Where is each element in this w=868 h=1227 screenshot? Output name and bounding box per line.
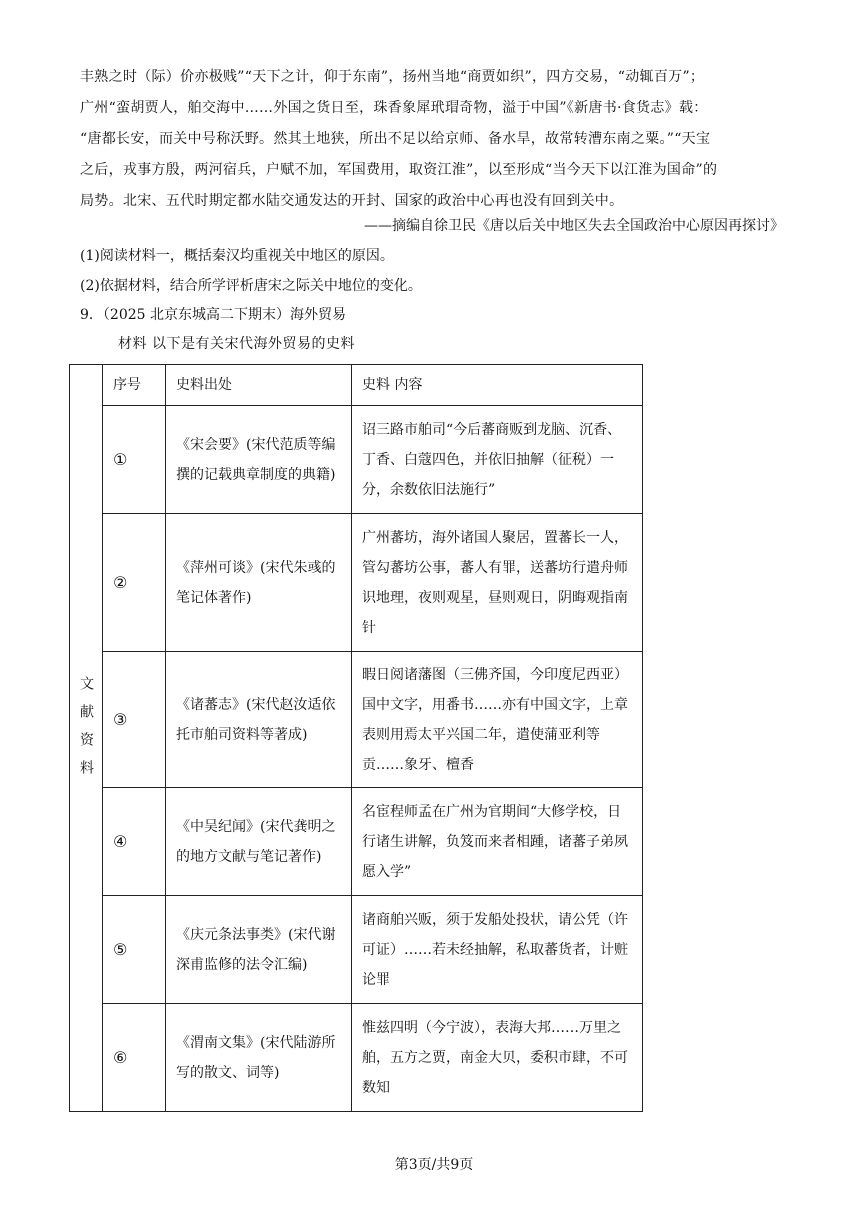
table-row xyxy=(70,896,643,1004)
paragraph-line: 丰熟之时（际）价亦极贱”“天下之计，仰于东南”，扬州当地“商贾如织”，四方交易，“动辄百万”； xyxy=(80,69,705,85)
row-content: 广州蕃坊，海外诸国人聚居，置蕃长一人，管勾蕃坊公事，蕃人有罪，送蕃坊行遣舟师识地理，夜则观星，昼则观日，阴晦观指南针 xyxy=(352,514,643,652)
paragraph-line: 之后，戎事方殷，两河宿兵，户赋不加，军国费用，取资江淮”，以至形成“当今天下以江淮为国命”的 xyxy=(80,162,718,178)
row-source: 《庆元条法事类》(宋代谢深甫监修的法令汇编) xyxy=(166,896,352,1004)
question-9-heading: 9．（2025 北京东城高二下期末）海外贸易 xyxy=(80,307,346,323)
row-content: 暇日阅诸藩图（三佛齐国，今印度尼西亚）国中文字，用番书……亦有中国文字，上章表则用焉太平兴国二年，遣使蒲亚利等贡……象牙、檀香 xyxy=(352,652,643,788)
table-row xyxy=(70,788,643,896)
row-content: 诸商舶兴贩，须于发船处投状，请公凭（许可证）……若未经抽解，私取蕃货者，计赃论罪 xyxy=(352,896,643,1004)
historical-sources-table xyxy=(69,364,643,1112)
source-attribution: ——摘编自徐卫民《唐以后关中地区失去全国政治中心原因再探讨》 xyxy=(364,218,784,234)
group-label-cell xyxy=(70,365,103,1112)
question-2: (2)依据材料，结合所学评析唐宋之际关中地位的变化。 xyxy=(80,278,422,294)
table-row xyxy=(70,406,643,514)
header-content: 史料 内容 xyxy=(352,365,643,406)
header-source: 史料出处 xyxy=(166,365,352,406)
row-source: 《萍州可谈》(宋代朱彧的笔记体著作) xyxy=(166,514,352,652)
table-row xyxy=(70,1004,643,1112)
row-number: ⑤ xyxy=(103,896,166,1004)
question-1: (1)阅读材料一，概括秦汉均重视关中地区的原因。 xyxy=(80,248,394,264)
table-row xyxy=(70,514,643,652)
row-number: ② xyxy=(103,514,166,652)
paragraph-line: 局势。北宋、五代时期定都水陆交通发达的开封、国家的政治中心再也没有回到关中。 xyxy=(80,193,624,209)
row-number: ④ xyxy=(103,788,166,896)
header-no: 序号 xyxy=(103,365,166,406)
row-content: 名宦程师孟在广州为官期间“大修学校，日行诸生讲解，负笈而来者相踵，诸蕃子弟夙愿入学” xyxy=(352,788,643,896)
paragraph-line: 广州“蛮胡贾人，舶交海中……外国之货日至，珠香象犀玳瑁奇物，溢于中国”《新唐书·食货志》载： xyxy=(80,100,708,116)
row-source: 《中吴纪闻》(宋代龚明之的地方文献与笔记著作) xyxy=(166,788,352,896)
row-number: ③ xyxy=(103,652,166,788)
row-number: ① xyxy=(103,406,166,514)
row-source: 《诸蕃志》(宋代赵汝适依托市舶司资料等著成) xyxy=(166,652,352,788)
table-header-row xyxy=(70,365,643,406)
row-number: ⑥ xyxy=(103,1004,166,1112)
table-row xyxy=(70,652,643,788)
row-content: 诏三路市舶司“今后蕃商贩到龙脑、沉香、丁香、白蔻四色，并依旧抽解（征税）一分，余数依旧法施行” xyxy=(352,406,643,514)
group-label: 文献资料 xyxy=(78,676,94,788)
paragraph-line: “唐都长安，而关中号称沃野。然其土地狭，所出不足以给京师、备水旱，故常转漕东南之粟。”“天宝 xyxy=(80,131,711,147)
row-source: 《宋会要》(宋代范质等编撰的记载典章制度的典籍) xyxy=(166,406,352,514)
material-label: 材料 以下是有关宋代海外贸易的史料 xyxy=(118,336,355,352)
material-paragraph xyxy=(80,62,786,217)
page-number: 第3页/共9页 xyxy=(394,1157,474,1173)
row-source: 《渭南文集》(宋代陆游所写的散文、词等) xyxy=(166,1004,352,1112)
row-content: 惟兹四明（今宁波），表海大邦……万里之舶，五方之贾，南金大贝，委积市肆，不可数知 xyxy=(352,1004,643,1112)
